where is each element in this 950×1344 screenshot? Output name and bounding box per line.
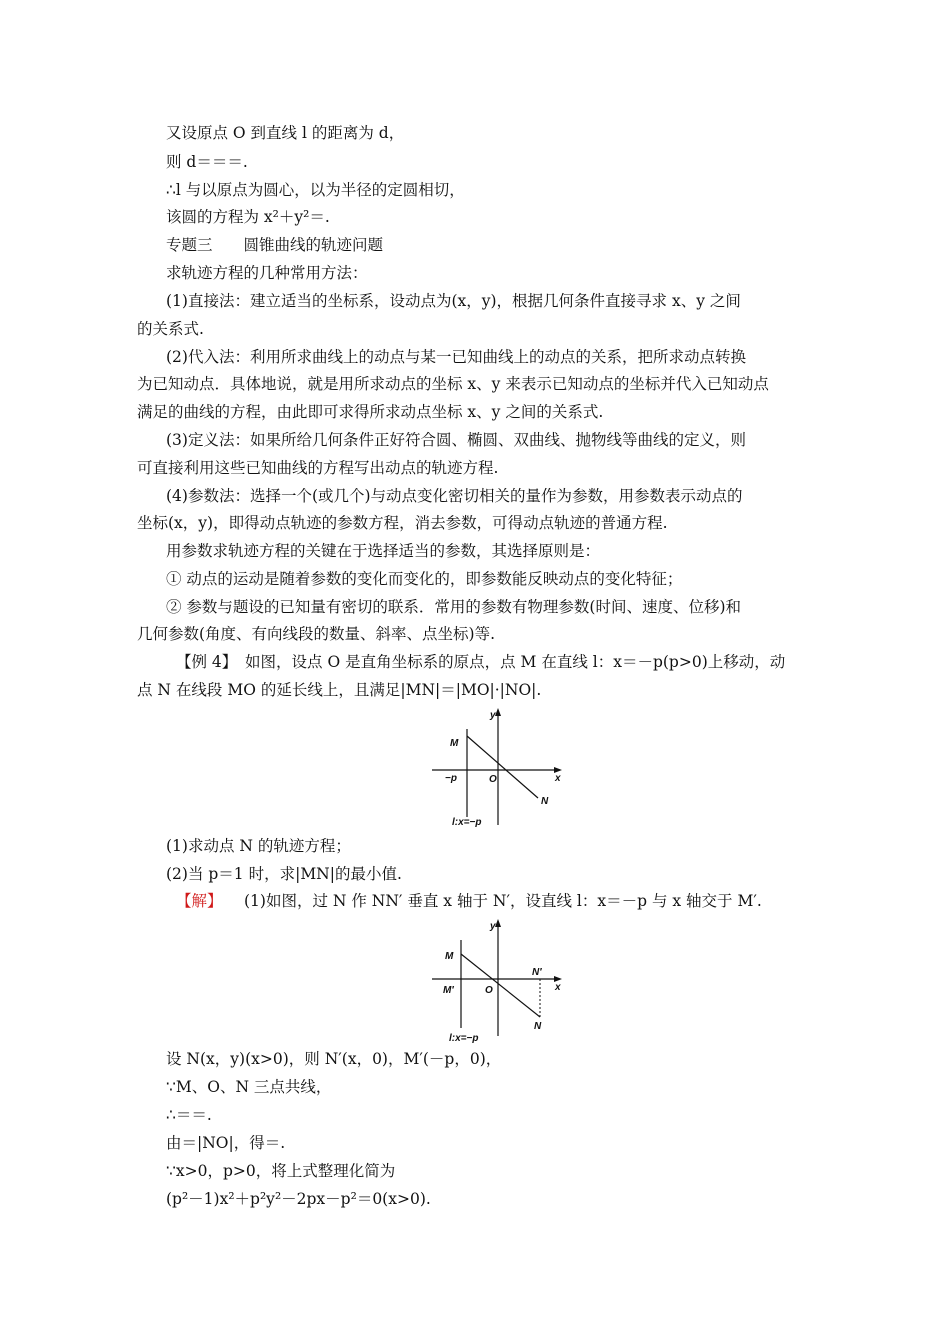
text-line-17: ① 动点的运动是随着参数的变化而变化的，即参数能反映动点的变化特征；	[166, 570, 683, 588]
solution-line-6: ∵x>0，p>0，将上式整理化简为	[166, 1162, 396, 1180]
point-m-prime-label: M′	[443, 985, 454, 996]
text-line-4: 该圆的方程为 x²＋y²＝.	[166, 208, 330, 226]
point-n-label: N	[534, 1021, 542, 1032]
x-axis-label: x	[555, 773, 561, 784]
question-1: (1)求动点 N 的轨迹方程；	[166, 837, 351, 855]
solution-line-3: ∵M、O、N 三点共线，	[166, 1078, 332, 1096]
text-line-13: 可直接利用这些已知曲线的方程写出动点的轨迹方程.	[137, 459, 499, 477]
text-line-7: (1)直接法：建立适当的坐标系，设动点为(x，y)，根据几何条件直接寻求 x、y 之间	[166, 292, 741, 310]
example-4-line-1: 【例 4】 如图，设点 O 是直角坐标系的原点，点 M 在直线 l：x＝－p(p>0)上移动，动	[176, 653, 786, 671]
point-m-label: M	[445, 951, 454, 962]
point-n-label: N	[541, 796, 549, 807]
text-line-11: 满足的曲线的方程，由此即可求得所求动点坐标 x、y 之间的关系式.	[137, 403, 604, 421]
example-4-line-2: 点 N 在线段 MO 的延长线上，且满足|MN|＝|MO|·|NO|.	[137, 681, 542, 699]
text-line-3: ∴l 与以原点为圆心，以为半径的定圆相切，	[166, 181, 465, 199]
solution-line-7: (p²－1)x²＋p²y²－2px－p²＝0(x>0).	[166, 1190, 431, 1208]
solution-line-4: ∴＝＝.	[166, 1106, 212, 1124]
text-line-6: 求轨迹方程的几种常用方法：	[166, 264, 368, 282]
text-line-14: (4)参数法：选择一个(或几个)与动点变化密切相关的量作为参数，用参数表示动点的	[166, 487, 743, 505]
text-line-10: 为已知动点．具体地说，就是用所求动点的坐标 x、y 来表示已知动点的坐标并代入已知动点	[137, 375, 769, 393]
line-l-label: l:x=−p	[452, 817, 482, 828]
text-line-1: 又设原点 O 到直线 l 的距离为 d，	[166, 124, 405, 142]
text-line-2: 则 d＝＝＝.	[166, 153, 248, 171]
coordinate-figure-1	[428, 703, 568, 831]
x-axis-label: x	[555, 982, 561, 993]
solution-line-2: 设 N(x，y)(x>0)，则 N′(x，0)，M′(－p，0)，	[166, 1050, 502, 1068]
coordinate-figure-2	[428, 914, 568, 1044]
point-m-label: M	[450, 738, 459, 749]
solution-tag: 【解】	[176, 892, 223, 910]
text-line-9: (2)代入法：利用所求曲线上的动点与某一已知曲线上的动点的关系，把所求动点转换	[166, 348, 746, 366]
line-l-label: l:x=−p	[449, 1033, 479, 1044]
question-2: (2)当 p＝1 时，求|MN|的最小值.	[166, 865, 402, 883]
text-line-8: 的关系式.	[137, 320, 204, 338]
text-line-16: 用参数求轨迹方程的关键在于选择适当的参数，其选择原则是：	[166, 542, 601, 560]
origin-label: O	[485, 985, 493, 996]
solution-line-1: (1)如图，过 N 作 NN′ 垂直 x 轴于 N′，设直线 l：x＝－p 与 x 轴交于 M′.	[244, 892, 762, 910]
text-line-15: 坐标(x，y)，即得动点轨迹的参数方程，消去参数，可得动点轨迹的普通方程.	[137, 514, 668, 532]
text-line-12: (3)定义法：如果所给几何条件正好符合圆、椭圆、双曲线、抛物线等曲线的定义，则	[166, 431, 746, 449]
section-heading: 专题三 圆锥曲线的轨迹问题	[166, 236, 384, 254]
y-axis-label: y	[490, 710, 496, 721]
origin-label: O	[489, 774, 497, 785]
point-n-prime-label: N′	[532, 967, 542, 978]
solution-line-5: 由＝|NO|，得＝.	[166, 1134, 286, 1152]
text-line-19: 几何参数(角度、有向线段的数量、斜率、点坐标)等.	[137, 625, 496, 643]
text-line-18: ② 参数与题设的已知量有密切的联系．常用的参数有物理参数(时间、速度、位移)和	[166, 598, 742, 616]
y-axis-label: y	[490, 921, 496, 932]
neg-p-label: −p	[445, 773, 457, 784]
